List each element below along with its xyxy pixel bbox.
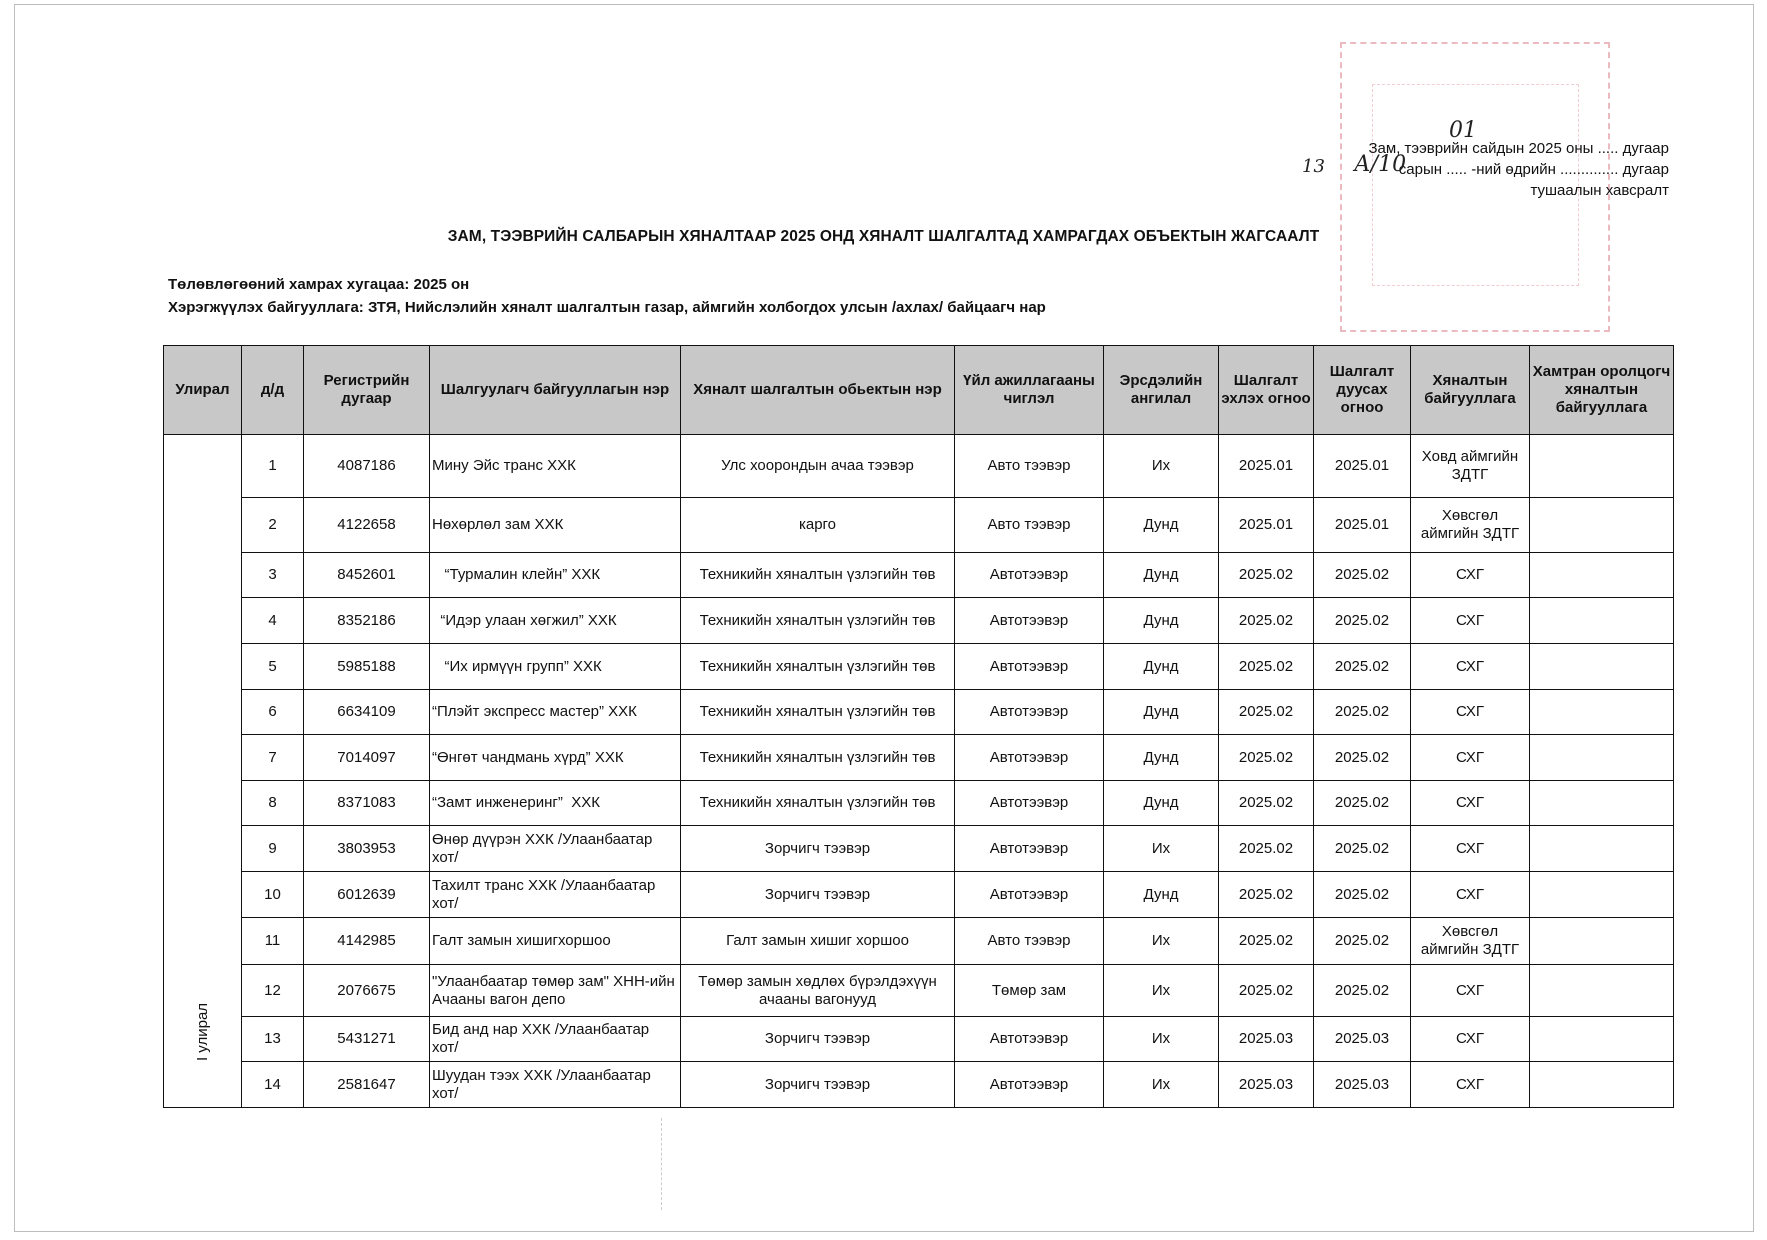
row-number: 5 bbox=[242, 644, 304, 690]
end-date: 2025.02 bbox=[1314, 918, 1411, 965]
implementing-organization: Хэрэгжүүлэх байгууллага: ЗТЯ, Нийслэлийн хяналт шалгалтын газар, аймгийн холбогдох улсын /ахлах/ байцаагч нар bbox=[168, 299, 1046, 316]
row-number: 2 bbox=[242, 498, 304, 553]
start-date: 2025.02 bbox=[1219, 735, 1314, 781]
handwritten-month: 01 bbox=[1449, 118, 1477, 143]
inspection-objects-table bbox=[163, 345, 1674, 1108]
inspection-object: Техникийн хяналтын үзлэгийн төв bbox=[681, 598, 955, 644]
inspecting-body: Хөвсгөл аймгийн ЗДТГ bbox=[1411, 498, 1530, 553]
header-no: д/д bbox=[242, 346, 304, 435]
end-date: 2025.02 bbox=[1314, 644, 1411, 690]
table-row bbox=[164, 553, 1674, 598]
season-cell bbox=[164, 435, 242, 1108]
plan-period: Төлөвлөгөөний хамрах хугацаа: 2025 он bbox=[168, 276, 470, 293]
annotation-line-3: тушаалын хавсралт bbox=[1530, 182, 1669, 199]
entity-name: “Плэйт экспресс мастер” ХХК bbox=[430, 690, 681, 735]
table-row bbox=[164, 826, 1674, 872]
end-date: 2025.02 bbox=[1314, 826, 1411, 872]
partner-body bbox=[1530, 1062, 1674, 1108]
end-date: 2025.02 bbox=[1314, 781, 1411, 826]
register-number: 8452601 bbox=[304, 553, 430, 598]
appendix-annotation bbox=[1369, 138, 1670, 201]
register-number: 2581647 bbox=[304, 1062, 430, 1108]
partner-body bbox=[1530, 918, 1674, 965]
table-row bbox=[164, 781, 1674, 826]
entity-name: “Турмалин клейн” ХХК bbox=[430, 553, 681, 598]
table-row bbox=[164, 435, 1674, 498]
activity-direction: Автотээвэр bbox=[955, 826, 1104, 872]
entity-name: Галт замын хишигхоршоо bbox=[430, 918, 681, 965]
partner-body bbox=[1530, 872, 1674, 918]
partner-body bbox=[1530, 965, 1674, 1017]
inspection-object: карго bbox=[681, 498, 955, 553]
inspecting-body: СХГ bbox=[1411, 598, 1530, 644]
activity-direction: Автотээвэр bbox=[955, 598, 1104, 644]
table-row bbox=[164, 872, 1674, 918]
register-number: 8352186 bbox=[304, 598, 430, 644]
register-number: 5985188 bbox=[304, 644, 430, 690]
inspecting-body: СХГ bbox=[1411, 826, 1530, 872]
table-row bbox=[164, 735, 1674, 781]
inspection-object: Зорчигч тээвэр bbox=[681, 826, 955, 872]
row-number: 14 bbox=[242, 1062, 304, 1108]
end-date: 2025.03 bbox=[1314, 1017, 1411, 1062]
partner-body bbox=[1530, 435, 1674, 498]
table-row bbox=[164, 498, 1674, 553]
table-row bbox=[164, 690, 1674, 735]
entity-name: “Замт инженеринг” ХХК bbox=[430, 781, 681, 826]
activity-direction: Автотээвэр bbox=[955, 690, 1104, 735]
risk-class: Дунд bbox=[1104, 735, 1219, 781]
entity-name: "Улаанбаатар төмөр зам" ХНН-ийн Ачааны вагон депо bbox=[430, 965, 681, 1017]
row-number: 11 bbox=[242, 918, 304, 965]
inspecting-body: Ховд аймгийн ЗДТГ bbox=[1411, 435, 1530, 498]
register-number: 3803953 bbox=[304, 826, 430, 872]
row-number: 4 bbox=[242, 598, 304, 644]
end-date: 2025.02 bbox=[1314, 965, 1411, 1017]
entity-name: Тахилт транс ХХК /Улаанбаатар хот/ bbox=[430, 872, 681, 918]
risk-class: Дунд bbox=[1104, 644, 1219, 690]
table-row bbox=[164, 644, 1674, 690]
register-number: 7014097 bbox=[304, 735, 430, 781]
header-end: Шалгалт дуусах огноо bbox=[1314, 346, 1411, 435]
table-row bbox=[164, 598, 1674, 644]
register-number: 2076675 bbox=[304, 965, 430, 1017]
start-date: 2025.02 bbox=[1219, 826, 1314, 872]
row-number: 13 bbox=[242, 1017, 304, 1062]
inspection-object: Улс хоорондын ачаа тээвэр bbox=[681, 435, 955, 498]
start-date: 2025.03 bbox=[1219, 1062, 1314, 1108]
end-date: 2025.03 bbox=[1314, 1062, 1411, 1108]
inspection-object: Зорчигч тээвэр bbox=[681, 1017, 955, 1062]
start-date: 2025.03 bbox=[1219, 1017, 1314, 1062]
inspection-object: Зорчигч тээвэр bbox=[681, 872, 955, 918]
end-date: 2025.02 bbox=[1314, 735, 1411, 781]
divider-line bbox=[661, 1118, 662, 1210]
header-activity: Үйл ажиллагааны чиглэл bbox=[955, 346, 1104, 435]
activity-direction: Автотээвэр bbox=[955, 781, 1104, 826]
inspecting-body: СХГ bbox=[1411, 690, 1530, 735]
risk-class: Их bbox=[1104, 435, 1219, 498]
inspection-object: Техникийн хяналтын үзлэгийн төв bbox=[681, 553, 955, 598]
risk-class: Их bbox=[1104, 918, 1219, 965]
end-date: 2025.01 bbox=[1314, 435, 1411, 498]
partner-body bbox=[1530, 644, 1674, 690]
inspecting-body: СХГ bbox=[1411, 965, 1530, 1017]
inspection-object: Техникийн хяналтын үзлэгийн төв bbox=[681, 690, 955, 735]
risk-class: Дунд bbox=[1104, 498, 1219, 553]
end-date: 2025.02 bbox=[1314, 872, 1411, 918]
start-date: 2025.02 bbox=[1219, 872, 1314, 918]
entity-name: “Их ирмүүн групп” ХХК bbox=[430, 644, 681, 690]
partner-body bbox=[1530, 498, 1674, 553]
inspecting-body: СХГ bbox=[1411, 872, 1530, 918]
row-number: 8 bbox=[242, 781, 304, 826]
table-row bbox=[164, 918, 1674, 965]
activity-direction: Авто тээвэр bbox=[955, 435, 1104, 498]
entity-name: Мину Эйс транс ХХК bbox=[430, 435, 681, 498]
register-number: 6012639 bbox=[304, 872, 430, 918]
inspection-object: Зорчигч тээвэр bbox=[681, 1062, 955, 1108]
entity-name: Өнөр дүүрэн ХХК /Улаанбаатар хот/ bbox=[430, 826, 681, 872]
handwritten-day: 13 bbox=[1302, 156, 1325, 177]
partner-body bbox=[1530, 735, 1674, 781]
header-risk: Эрсдэлийн ангилал bbox=[1104, 346, 1219, 435]
inspection-object: Төмөр замын хөдлөх бүрэлдэхүүн ачааны вагонууд bbox=[681, 965, 955, 1017]
activity-direction: Автотээвэр bbox=[955, 1062, 1104, 1108]
row-number: 12 bbox=[242, 965, 304, 1017]
risk-class: Их bbox=[1104, 965, 1219, 1017]
partner-body bbox=[1530, 1017, 1674, 1062]
header-register: Регистрийн дугаар bbox=[304, 346, 430, 435]
inspecting-body: СХГ bbox=[1411, 735, 1530, 781]
header-entity: Шалгуулагч байгууллагын нэр bbox=[430, 346, 681, 435]
inspecting-body: Хөвсгөл аймгийн ЗДТГ bbox=[1411, 918, 1530, 965]
start-date: 2025.01 bbox=[1219, 498, 1314, 553]
register-number: 4087186 bbox=[304, 435, 430, 498]
entity-name: “Өнгөт чандмань хүрд” ХХК bbox=[430, 735, 681, 781]
inspecting-body: СХГ bbox=[1411, 1017, 1530, 1062]
table-row bbox=[164, 1062, 1674, 1108]
season-label: I улирал bbox=[193, 1002, 211, 1062]
start-date: 2025.02 bbox=[1219, 553, 1314, 598]
end-date: 2025.02 bbox=[1314, 553, 1411, 598]
handwritten-number: А/10 bbox=[1354, 152, 1407, 177]
activity-direction: Автотээвэр bbox=[955, 553, 1104, 598]
activity-direction: Автотээвэр bbox=[955, 735, 1104, 781]
activity-direction: Төмөр зам bbox=[955, 965, 1104, 1017]
risk-class: Их bbox=[1104, 826, 1219, 872]
header-season: Улирал bbox=[164, 346, 242, 435]
register-number: 6634109 bbox=[304, 690, 430, 735]
row-number: 6 bbox=[242, 690, 304, 735]
activity-direction: Авто тээвэр bbox=[955, 498, 1104, 553]
start-date: 2025.02 bbox=[1219, 644, 1314, 690]
partner-body bbox=[1530, 690, 1674, 735]
entity-name: Нөхөрлөл зам ХХК bbox=[430, 498, 681, 553]
row-number: 3 bbox=[242, 553, 304, 598]
entity-name: Бид анд нар ХХК /Улаанбаатар хот/ bbox=[430, 1017, 681, 1062]
end-date: 2025.02 bbox=[1314, 690, 1411, 735]
start-date: 2025.02 bbox=[1219, 690, 1314, 735]
start-date: 2025.01 bbox=[1219, 435, 1314, 498]
partner-body bbox=[1530, 553, 1674, 598]
row-number: 1 bbox=[242, 435, 304, 498]
risk-class: Их bbox=[1104, 1017, 1219, 1062]
end-date: 2025.02 bbox=[1314, 598, 1411, 644]
risk-class: Дунд bbox=[1104, 598, 1219, 644]
entity-name: Шуудан тээх ХХК /Улаанбаатар хот/ bbox=[430, 1062, 681, 1108]
row-number: 9 bbox=[242, 826, 304, 872]
table-row bbox=[164, 1017, 1674, 1062]
inspection-object: Галт замын хишиг хоршоо bbox=[681, 918, 955, 965]
inspecting-body: СХГ bbox=[1411, 644, 1530, 690]
start-date: 2025.02 bbox=[1219, 598, 1314, 644]
start-date: 2025.02 bbox=[1219, 965, 1314, 1017]
partner-body bbox=[1530, 826, 1674, 872]
risk-class: Их bbox=[1104, 1062, 1219, 1108]
risk-class: Дунд bbox=[1104, 553, 1219, 598]
inspection-object: Техникийн хяналтын үзлэгийн төв bbox=[681, 781, 955, 826]
risk-class: Дунд bbox=[1104, 690, 1219, 735]
inspection-object: Техникийн хяналтын үзлэгийн төв bbox=[681, 644, 955, 690]
table-row bbox=[164, 965, 1674, 1017]
activity-direction: Автотээвэр bbox=[955, 1017, 1104, 1062]
table-header-row bbox=[164, 346, 1674, 435]
header-object: Хяналт шалгалтын обьектын нэр bbox=[681, 346, 955, 435]
register-number: 5431271 bbox=[304, 1017, 430, 1062]
row-number: 10 bbox=[242, 872, 304, 918]
header-inspector: Хяналтын байгууллага bbox=[1411, 346, 1530, 435]
inspection-object: Техникийн хяналтын үзлэгийн төв bbox=[681, 735, 955, 781]
register-number: 4142985 bbox=[304, 918, 430, 965]
risk-class: Дунд bbox=[1104, 781, 1219, 826]
register-number: 8371083 bbox=[304, 781, 430, 826]
start-date: 2025.02 bbox=[1219, 781, 1314, 826]
inspecting-body: СХГ bbox=[1411, 553, 1530, 598]
start-date: 2025.02 bbox=[1219, 918, 1314, 965]
entity-name: “Идэр улаан хөгжил” ХХК bbox=[430, 598, 681, 644]
document-title: ЗАМ, ТЭЭВРИЙН САЛБАРЫН ХЯНАЛТААР 2025 ОНД ХЯНАЛТ ШАЛГАЛТАД ХАМРАГДАХ ОБЪЕКТЫН ЖАГСААЛТ bbox=[447, 228, 1320, 245]
register-number: 4122658 bbox=[304, 498, 430, 553]
activity-direction: Авто тээвэр bbox=[955, 918, 1104, 965]
activity-direction: Автотээвэр bbox=[955, 644, 1104, 690]
annotation-line-1: Зам, тээврийн сайдын 2025 оны ..... дугаар bbox=[1368, 140, 1669, 157]
end-date: 2025.01 bbox=[1314, 498, 1411, 553]
risk-class: Дунд bbox=[1104, 872, 1219, 918]
header-partner: Хамтран оролцогч хяналтын байгууллага bbox=[1530, 346, 1674, 435]
annotation-line-2: сарын ..... -ний өдрийн .............. дугаар bbox=[1398, 161, 1669, 178]
inspecting-body: СХГ bbox=[1411, 1062, 1530, 1108]
row-number: 7 bbox=[242, 735, 304, 781]
partner-body bbox=[1530, 781, 1674, 826]
inspecting-body: СХГ bbox=[1411, 781, 1530, 826]
header-start: Шалгалт эхлэх огноо bbox=[1219, 346, 1314, 435]
activity-direction: Автотээвэр bbox=[955, 872, 1104, 918]
partner-body bbox=[1530, 598, 1674, 644]
